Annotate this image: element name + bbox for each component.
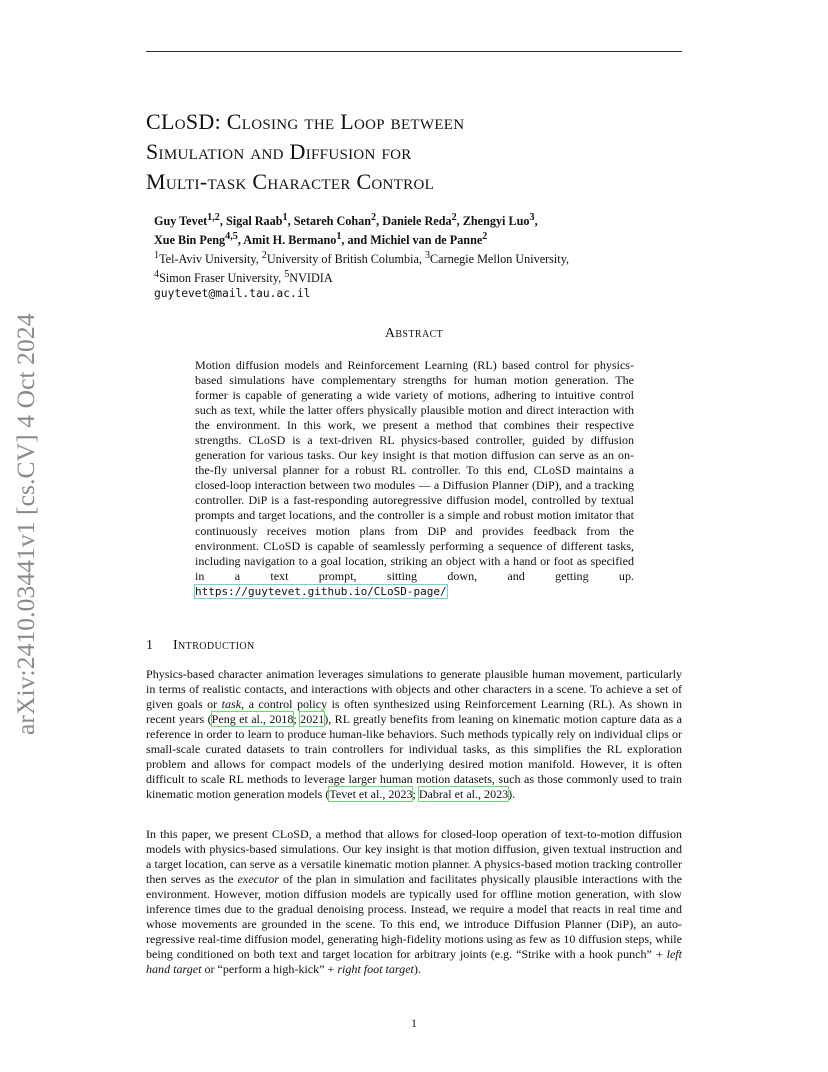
affiliations-line-2: $^4$Simon Fraser University, $^5$NVIDIA bbox=[154, 269, 333, 286]
affiliations-line-1: $^1$Tel-Aviv University, $^2$University of British Columbia, $^3$Carnegie Mellon University, bbox=[154, 250, 570, 267]
intro-paragraph-1: Physics-based character animation leverages simulations to generate plausible human movement, particularly in terms of realistic contacts, and interactions with objects and other characters in a scene. To achieve a set of given goals or task, a control policy is often synthesized using Reinforcement Learning (RL). As shown in recent years (Peng et al., 2018; 2021), RL greatly benefits from leaning on kinematic motion capture data as a reference in order to learn to produce human-like behaviors. Such methods typically rely on individual clips or small-scale curated datasets to train controllers for individual tasks, as this simplifies the RL exploration problem and allows for compact models of the underlying desired motion manifold. However, it is often difficult to scale RL methods to leverage larger human motion datasets, such as those commonly used to train kinematic motion generation models (Tevet et al., 2023; Dabral et al., 2023). bbox=[146, 667, 683, 802]
arxiv-stamp[interactable]: arXiv:2410.03441v1 [cs.CV] 4 Oct 2024 bbox=[11, 313, 40, 735]
section-title: Introduction bbox=[173, 638, 255, 653]
citation-link[interactable]: 2021 bbox=[300, 712, 325, 727]
title-line-3: Multi-task Character Control bbox=[146, 169, 435, 194]
intro-paragraph-2: In this paper, we present CLoSD, a method that allows for closed-loop operation of text-to-motion diffusion models with physics-based simulations. Our key insight is that motion diffusion, given textual instruction and a target location, can serve as a versatile kinematic motion planner. A physics-based motion tracking controller then serves as the executor of the plan in simulation and facilitates physically plausible interactions with the environment. However, motion diffusion models are typically used for offline motion generation, with slow inference times due to the gradual denoising process. Instead, we require a model that reacts in real time and whose movements are grounded in the scene. To this end, we introduce Diffusion Planner (DiP), an auto-regressive real-time diffusion model, generating high-fidelity motions using as few as 10 diffusion steps, while being conditioned on both text and target location for arbitrary joints (e.g. “Strike with a hook punch” + left hand target or “perform a high-kick” + right foot target). bbox=[146, 827, 682, 977]
citation-link[interactable]: Dabral et al., 2023 bbox=[418, 787, 509, 802]
section-heading bbox=[146, 638, 255, 654]
title-line-2: Simulation and Diffusion for bbox=[146, 139, 412, 164]
author-email[interactable]: guytevet@mail.tau.ac.il bbox=[154, 287, 311, 301]
citation-link[interactable]: Tevet et al., 2023 bbox=[329, 787, 413, 802]
project-url-link[interactable]: https://guytevet.github.io/CLoSD-page/ bbox=[195, 584, 447, 598]
paper-title bbox=[146, 107, 686, 197]
title-line-1: CLoSD: Closing the Loop between bbox=[146, 109, 465, 134]
page-number: 1 bbox=[411, 1016, 417, 1030]
citation-link[interactable]: Peng et al., 2018 bbox=[211, 712, 294, 727]
abstract-text: Motion diffusion models and Reinforcement Learning (RL) based control for physics-based simulations have complementary strengths for human motion generation. The former is capable of generating a wide variety of motions, adhering to intuitive control such as text, while the latter offers physically plausible motion and direct interaction with the environment. In this work, we present a method that combines their respective strengths. CLoSD is a text-driven RL physics-based controller, guided by diffusion generation for various tasks. Our key insight is that motion diffusion can serve as an on-the-fly universal planner for a robust RL controller. To this end, CLoSD maintains a closed-loop interaction between two modules — a Diffusion Planner (DiP), and a tracking controller. DiP is a fast-responding autoregressive diffusion model, controlled by textual prompts and target locations, and the controller is a simple and robust motion imitator that continuously receives motion plans from DiP and provides feedback from the environment. CLoSD is capable of seamlessly performing a sequence of different tasks, including navigation to a goal location, striking an object with a hand or foot as specified in a text prompt, sitting down, and getting up. bbox=[195, 358, 634, 583]
section-number: 1 bbox=[146, 638, 154, 653]
authors-line-2: Xue Bin Peng$^{4,5}$, Amit H. Bermano$^1$, and Michiel van de Panne$^2$ bbox=[154, 231, 488, 248]
abstract-body bbox=[195, 358, 634, 599]
top-rule bbox=[146, 51, 682, 52]
authors-line-1: Guy Tevet$^{1,2}$, Sigal Raab$^1$, Setareh Cohan$^2$, Daniele Reda$^2$, Zhengyi Luo$^3$, bbox=[154, 212, 538, 229]
abstract-heading: Abstract bbox=[384, 326, 444, 341]
author-block bbox=[154, 210, 674, 302]
